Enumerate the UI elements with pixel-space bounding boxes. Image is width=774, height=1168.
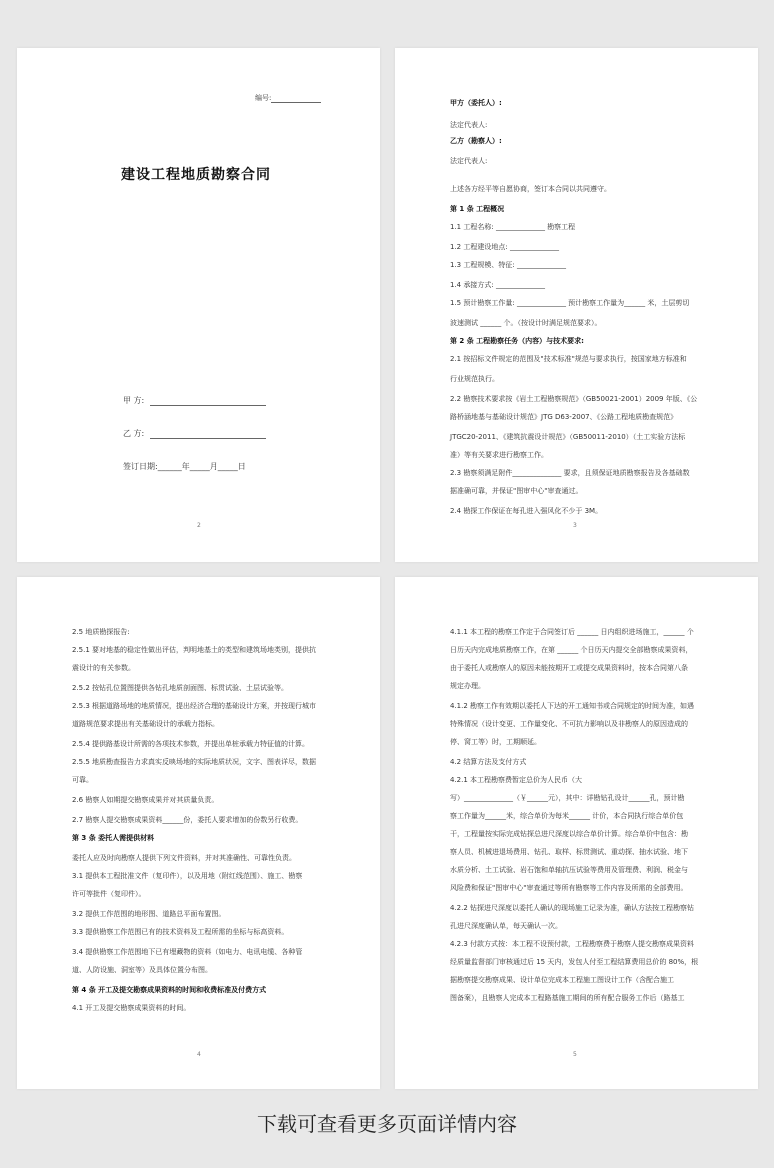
text-line: 2.1 按招标文件规定的范围及"技术标准"规范与要求执行，按国家地方标准和 xyxy=(450,355,687,363)
party-b-blank xyxy=(150,430,266,439)
party-b-label: 乙 方: xyxy=(123,429,145,438)
text-line: 2.5.2 按钻孔位置图提供各钻孔地质剖面图、标贯试验、土层试验等。 xyxy=(72,684,289,692)
party-a-row xyxy=(123,395,266,406)
sign-date: 签订日期:______年_____月_____日 xyxy=(123,462,246,471)
text-line: 4.2.2 钻探进尺深度以委托人确认的现场施工记录为准，确认方法按工程勘察钻 xyxy=(450,904,695,912)
text-line: 4.2 结算方法及支付方式 xyxy=(450,758,527,766)
section-heading: 第 2 条 工程勘察任务（内容）与技术要求: xyxy=(450,337,584,345)
text-line: 委托人应及时向勘察人提供下列文件资料，并对其准确性、可靠性负责。 xyxy=(72,854,296,862)
text-line: 1.3 工程规模、特征: ______________ xyxy=(450,261,566,269)
text-line: 4.1.2 勘察工作有效期以委托人下达的开工通知书或合同规定的时间为准，如遇 xyxy=(450,702,695,710)
contract-cover-page xyxy=(17,48,380,562)
text-line: 道路规范要求提出有关基础设计的承载力指标。 xyxy=(72,720,219,728)
text-line: 法定代表人: xyxy=(450,121,488,129)
text-line: JTGC20-2011、《建筑抗震设计规范》（GB50011-2010）（土工实验方法标 xyxy=(450,433,686,441)
text-line: 察工作量为______米，综合单价为每米______ 计价，本合同执行综合单价包 xyxy=(450,812,684,820)
text-line: 4.2.1 本工程勘察费暂定总价为人民币（大 xyxy=(450,776,583,784)
section-heading: 第 3 条 委托人需提供材料 xyxy=(72,834,155,842)
text-line: 察人员、机械进退场费用、钻孔、取样、标贯测试、重动探、抽水试验、地下 xyxy=(450,848,688,856)
text-line: 3.1 提供本工程批准文件（复印件），以及用地（附红线范围）、施工、勘察 xyxy=(72,872,303,880)
contract-title: 建设工程地质勘察合同 xyxy=(121,167,271,183)
text-line: 准）等有关要求进行勘察工作。 xyxy=(450,451,548,459)
text-line: 道、人防设施、洞室等）及具体位置分布图。 xyxy=(72,966,212,974)
text-line: 2.3 勘察须满足附件______________ 要求，且须保证地质勘察报告及各基础数 xyxy=(450,469,690,477)
text-line: 法定代表人: xyxy=(450,157,488,165)
text-line: 2.5.5 地质勘查报告力求真实反映场地的实际地质状况，文字、图表详尽，数据 xyxy=(72,758,317,766)
section-heading: 第 4 条 开工及提交勘察成果资料的时间和收费标准及付费方式 xyxy=(72,986,267,994)
text-line: 路桥涵地基与基础设计规范》JTG D63-2007、《公路工程地质勘查规范》 xyxy=(450,413,678,421)
text-line: 震设计的有关参数。 xyxy=(72,664,135,672)
text-line: 4.2.3 付款方式按：本工程不设预付款，工程勘察费于勘察人提交勘察成果资料 xyxy=(450,940,695,948)
text-line: 图备案），且勘察人完成本工程路基施工期间的所有配合服务工作后（路基工 xyxy=(450,994,685,1002)
section-heading: 甲方（委托人）: xyxy=(450,99,502,107)
contract-number-row xyxy=(255,93,321,103)
section-heading: 第 1 条 工程概况 xyxy=(450,205,505,213)
text-line: 1.1 工程名称: ______________ 勘察工程 xyxy=(450,223,576,231)
text-line: 水质分析、土工试验、岩石饱和单轴抗压试验等费用及管理费、利润、税金与 xyxy=(450,866,688,874)
page-number: 3 xyxy=(573,522,577,529)
text-line: 1.5 预计勘察工作量: ______________ 预计勘察工作量为______ 米，土层剪切 xyxy=(450,299,690,307)
text-line: 2.7 勘察人提交勘察成果资料______份，委托人要求增加的份数另行收费。 xyxy=(72,816,303,824)
text-line: 孔进尺深度确认单，每天确认一次。 xyxy=(450,922,562,930)
text-line: 可靠。 xyxy=(72,776,93,784)
text-line: 4.1 开工及提交勘察成果资料的时间。 xyxy=(72,1004,191,1012)
text-line: 4.1.1 本工程的勘察工作定于合同签订后 ______ 日内组织进场施工，______ 个 xyxy=(450,628,694,636)
text-line: 1.2 工程建设地点: ______________ xyxy=(450,243,559,251)
text-line: 行业规范执行。 xyxy=(450,375,499,383)
text-line: 2.5 地质勘探报告: xyxy=(72,628,130,636)
page-number: 2 xyxy=(197,522,201,529)
text-line: 3.2 提供工作范围的地形图、道路总平面布置图。 xyxy=(72,910,226,918)
download-more-caption: 下载可查看更多页面详情内容 xyxy=(257,1112,517,1136)
text-line: 2.5.4 提供路基设计所需的各项技术参数，并提出单桩承载力特征值的计算。 xyxy=(72,740,310,748)
text-line: 干，工程量按实际完成钻探总进尺深度以综合单价计算。综合单价中包含：勘 xyxy=(450,830,688,838)
text-line: 上述各方经平等自愿协商，签订本合同以共同遵守。 xyxy=(450,185,611,193)
text-line: 波速测试 ______ 个。（按设计时满足规范要求）。 xyxy=(450,319,602,327)
text-line: 经质量监督部门审核通过后 15 天内，发包人付至工程结算费用总价的 80%，根 xyxy=(450,958,699,966)
text-line: 2.2 勘察技术要求按《岩土工程勘察规范》（GB50021-2001）2009 年版、《公 xyxy=(450,395,698,403)
text-line: 由于委托人或勘察人的原因未能按期开工或提交成果资料时，按本合同第八条 xyxy=(450,664,688,672)
text-line: 2.4 勘探工作保证在每孔进入强风化不少于 3M。 xyxy=(450,507,603,515)
text-line: 3.4 提供勘察工作范围地下已有埋藏物的资料（如电力、电讯电缆、各种管 xyxy=(72,948,303,956)
party-a-blank xyxy=(150,397,266,406)
section-heading: 乙方（勘察人）: xyxy=(450,137,502,145)
page-number: 4 xyxy=(197,1051,201,1058)
party-b-row xyxy=(123,428,266,439)
contract-number-blank xyxy=(271,94,321,103)
text-line: 据勘察提交勘察成果、设计单位完成本工程施工图设计工作（含配合施工 xyxy=(450,976,674,984)
text-line: 写）______________（￥______元），其中：详勘钻孔设计______孔，预计勘 xyxy=(450,794,685,802)
text-line: 日历天内完成地质勘察工作，在第 ______ 个日历天内提交全部勘察成果资料， xyxy=(450,646,693,654)
text-line: 2.5.1 要对地基的稳定性做出评估，判明地基土的类型和建筑场地类别，提供抗 xyxy=(72,646,317,654)
text-line: 许可等批件（复印件）。 xyxy=(72,890,146,898)
text-line: 1.4 承接方式: ______________ xyxy=(450,281,545,289)
text-line: 风险费和保证"图审中心"审查通过等所有勘察等工作内容及所需的全部费用。 xyxy=(450,884,688,892)
contract-page-4 xyxy=(17,577,380,1089)
text-line: 2.5.3 根据道路场地的地质情况，提出经济合理的基础设计方案，并按现行城市 xyxy=(72,702,317,710)
text-line: 3.3 提供勘察工作范围已有的技术资料及工程所需的坐标与标高资料。 xyxy=(72,928,289,936)
text-line: 2.6 勘察人如期提交勘察成果并对其质量负责。 xyxy=(72,796,219,804)
text-line: 规定办理。 xyxy=(450,682,485,690)
text-line: 停、窝工等）时，工期顺延。 xyxy=(450,738,541,746)
party-a-label: 甲 方: xyxy=(123,396,145,405)
text-line: 据准确可靠，并保证"图审中心"审查通过。 xyxy=(450,487,583,495)
contract-page-3 xyxy=(395,48,758,562)
contract-page-5 xyxy=(395,577,758,1089)
text-line: 特殊情况（设计变更、工作量变化、不可抗力影响以及非勘察人的原因造成的 xyxy=(450,720,688,728)
contract-number-label: 编号: xyxy=(255,94,272,102)
page-number: 5 xyxy=(573,1051,577,1058)
